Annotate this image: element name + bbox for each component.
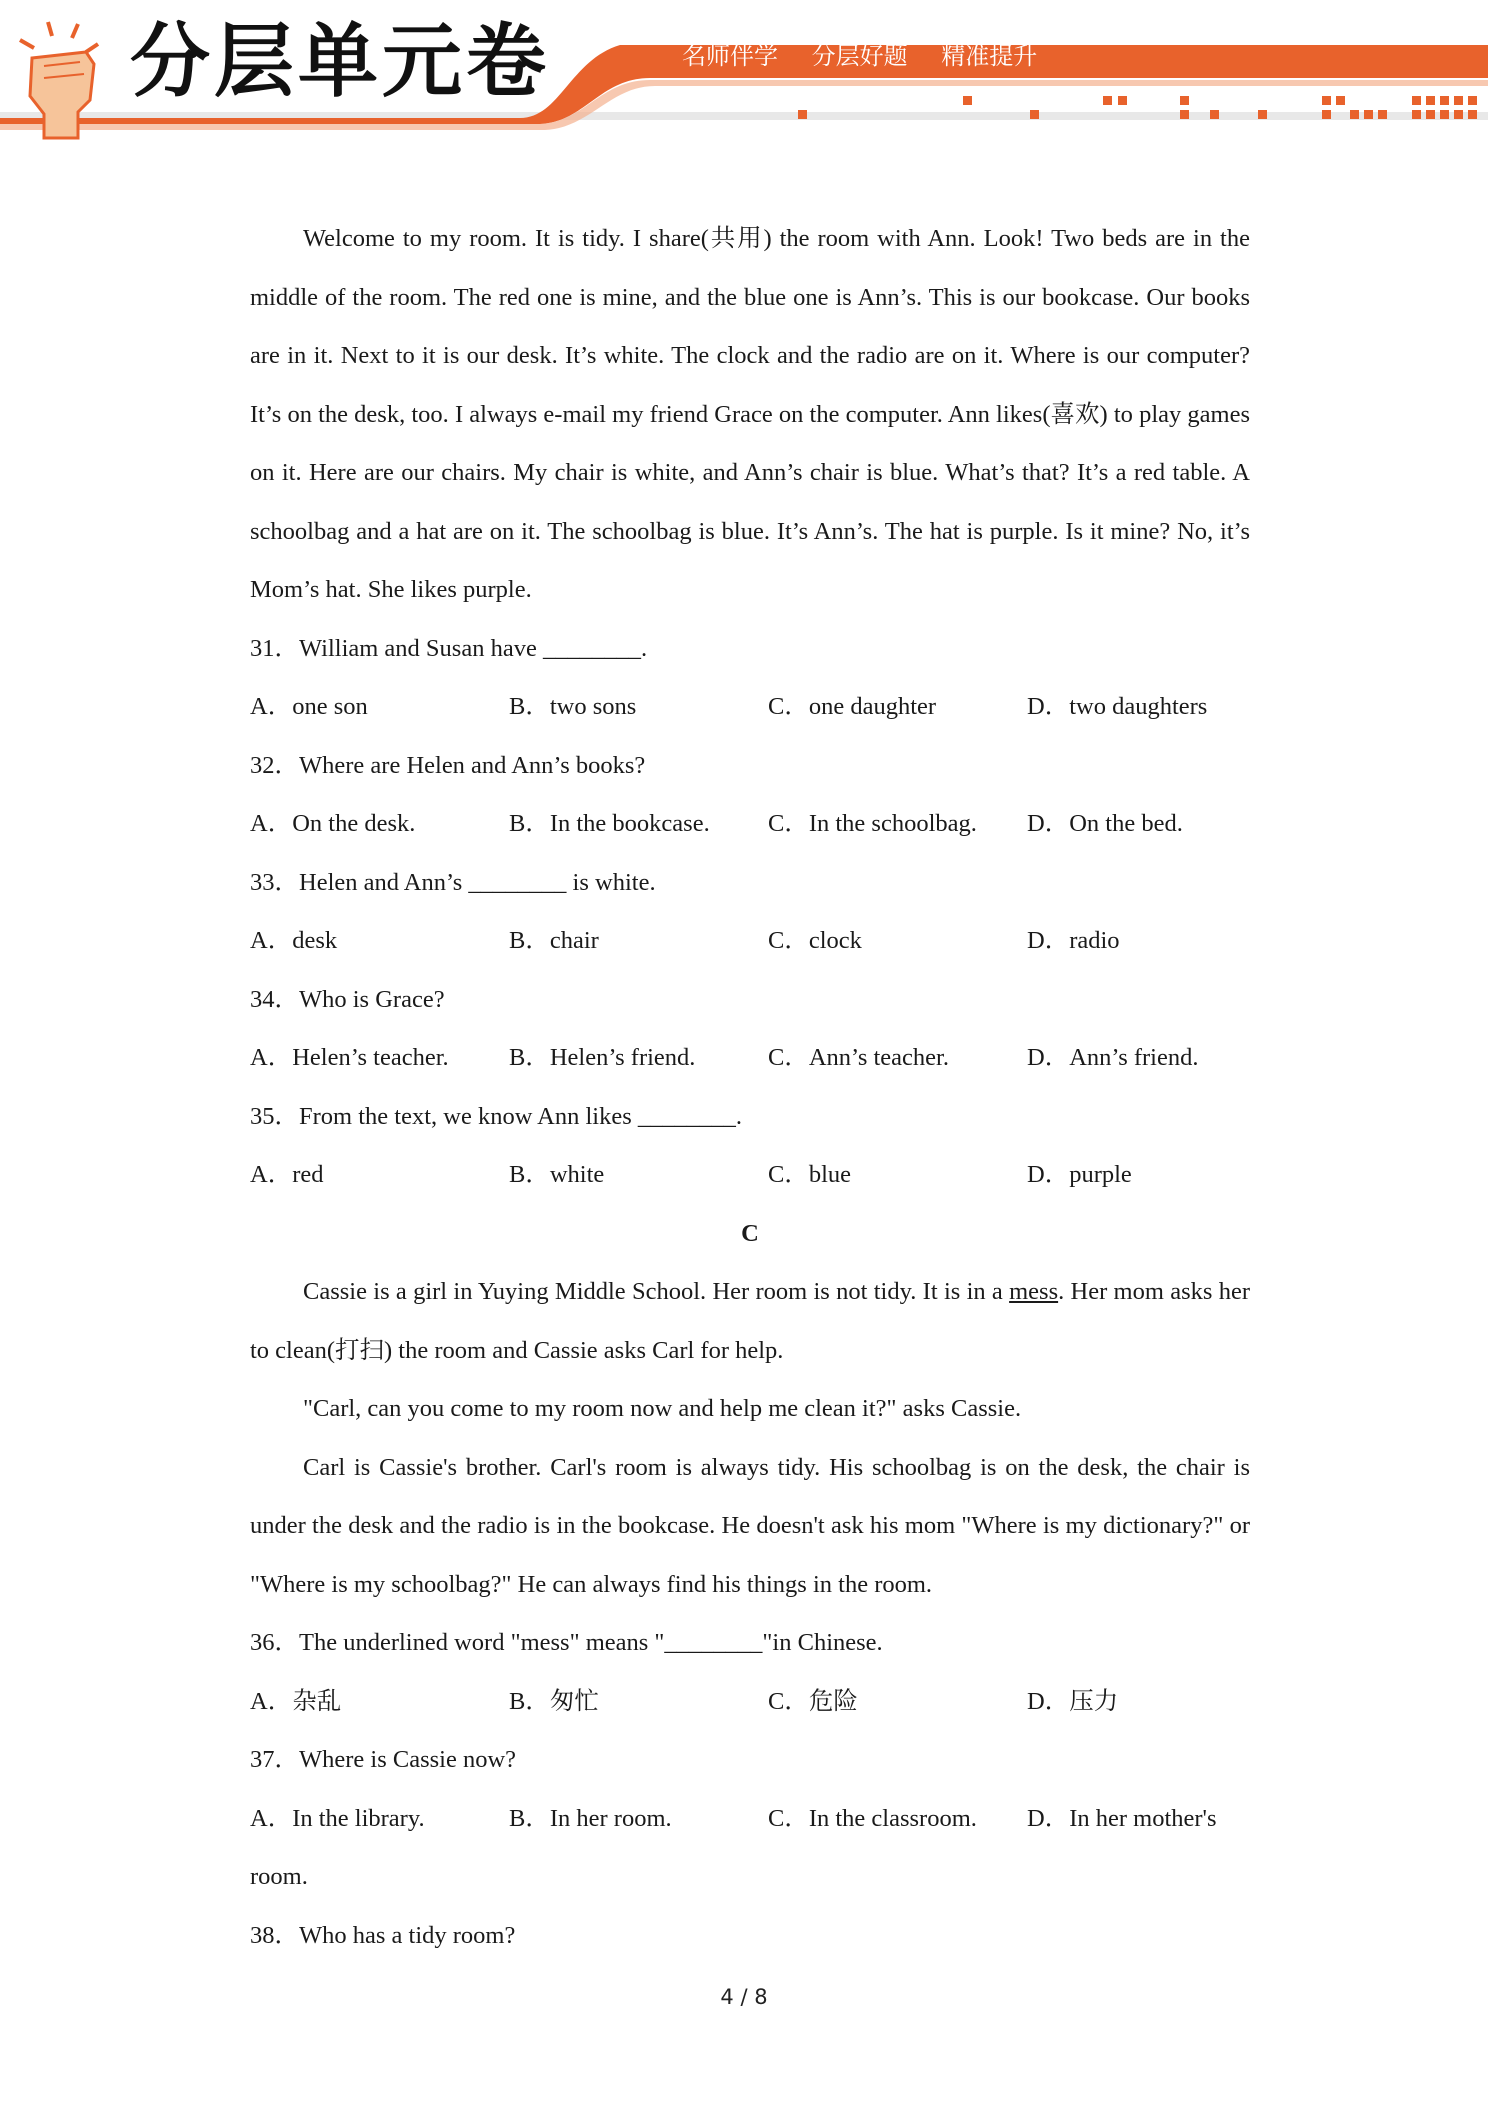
answer-option: D．On the bed. [1027, 810, 1183, 837]
page-number: 4 / 8 [720, 1985, 768, 2009]
answer-options [250, 1029, 1250, 1088]
answer-options [250, 678, 1250, 737]
answer-option: C．Ann’s teacher. [768, 1044, 949, 1071]
section-title: C [741, 1219, 759, 1247]
answer-option: C．one daughter [768, 693, 937, 720]
answer-option: D．purple [1027, 1161, 1132, 1188]
answer-option: C．In the schoolbag. [768, 810, 977, 837]
question-stem: 34．Who is Grace? [250, 985, 445, 1013]
answer-option: B．Helen’s friend. [509, 1044, 696, 1071]
answer-option: A．杂乱 [250, 1687, 342, 1715]
answer-options [250, 912, 1250, 971]
answer-option: D．radio [1027, 927, 1120, 954]
answer-options [250, 795, 1250, 854]
answer-option: C．blue [768, 1161, 852, 1188]
answer-option: B．In the bookcase. [509, 810, 710, 837]
question-stem: 38．Who has a tidy room? [250, 1921, 516, 1949]
question-stem: 31．William and Susan have ________. [250, 634, 648, 662]
passage-c-paragraph [250, 1263, 1250, 1380]
question-stem: 36．The underlined word "mess" means "________"in Chinese. [250, 1629, 883, 1656]
passage-c-paragraph: "Carl, can you come to my room now and help me clean it?" asks Cassie. [303, 1395, 1022, 1422]
passage-text: . Her mom asks her to clean(打扫) the room and Cassie asks Carl for help. [250, 1278, 1250, 1364]
answer-option: B．chair [509, 927, 599, 954]
answer-option: A．one son [250, 693, 368, 720]
answer-option: A．red [250, 1161, 324, 1188]
answer-option: B．In her room. [509, 1804, 672, 1832]
slogan-item: 精准提升 [941, 42, 1038, 70]
answer-options [250, 1790, 1250, 1849]
question-stem: 37．Where is Cassie now? [250, 1746, 517, 1773]
answer-option: D．In her mother's [1027, 1804, 1217, 1832]
question-stem: 33．Helen and Ann’s ________ is white. [250, 868, 656, 896]
answer-option: C．危险 [768, 1687, 858, 1715]
slogan-item: 分层好题 [811, 42, 908, 70]
header-slogan [682, 44, 1063, 68]
question-stem: 35．From the text, we know Ann likes ________. [250, 1102, 743, 1130]
underlined-word: mess [1009, 1278, 1059, 1305]
answer-options [250, 1673, 1250, 1732]
answer-option: D．Ann’s friend. [1027, 1044, 1199, 1071]
answer-option: B．匆忙 [509, 1687, 599, 1715]
passage-b-paragraph: Welcome to my room. It is tidy. I share(共用) the room with Ann. Look! Two beds are in the middle of the room. The red one is mine, and the blue one is Ann’s. This is our bookcase. Our books are in it. Next to it is our desk. It’s white. The clock and the radio are on it. Where is our computer? It’s on the desk, too. I always e-mail my friend Grace on the computer. Ann likes(喜欢) to play games on it. Here are our chairs. My chair is white, and Ann’s chair is blue. What’s that? It’s a red table. A schoolbag and a hat are on it. The schoolbag is blue. It’s Ann’s. The hat is purple. Is it mine? No, it’s Mom’s hat. She likes purple. [250, 225, 1250, 603]
answer-option: D．two daughters [1027, 693, 1208, 720]
answer-option: C．In the classroom. [768, 1804, 977, 1832]
answer-option: A．desk [250, 927, 338, 954]
passage-c-paragraph: Carl is Cassie's brother. Carl's room is always tidy. His schoolbag is on the desk, the chair is under the desk and the radio is in the bookcase. He doesn't ask his mom "Where is my dictionary?" or "Where is my schoolbag?" He can always find his things in the room. [250, 1453, 1250, 1598]
brand-title: 分层单元卷 [130, 15, 550, 108]
slogan-item: 名师伴学 [682, 42, 778, 70]
option-wrap-text: room. [250, 1863, 308, 1890]
answer-option: D．压力 [1027, 1687, 1119, 1715]
answer-option: C．clock [768, 927, 862, 954]
answer-option: A．On the desk. [250, 810, 416, 837]
exam-content [250, 210, 1250, 1965]
answer-option: A．In the library. [250, 1804, 425, 1832]
page-header [0, 0, 1488, 150]
answer-option: A．Helen’s teacher. [250, 1044, 449, 1071]
answer-option: B．white [509, 1161, 605, 1188]
answer-options [250, 1146, 1250, 1205]
answer-option: B．two sons [509, 693, 637, 720]
passage-text: Cassie is a girl in Yuying Middle School. Her room is not tidy. It is in a [303, 1278, 1010, 1305]
question-stem: 32．Where are Helen and Ann’s books? [250, 751, 646, 779]
